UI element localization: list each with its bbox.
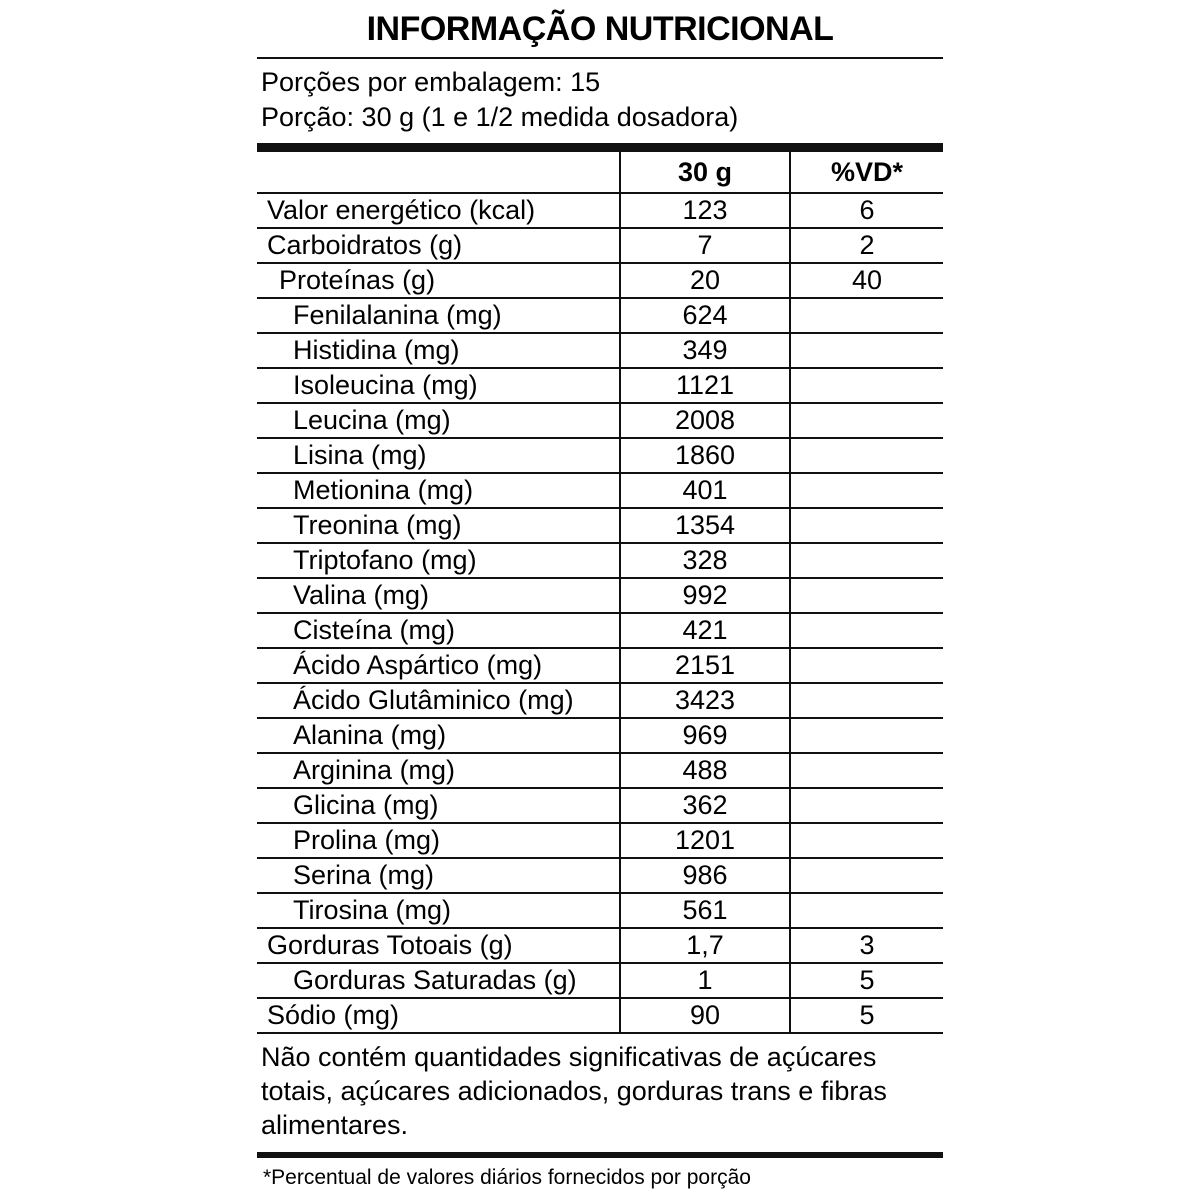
row-label: Fenilalanina (mg): [257, 297, 619, 332]
row-amount: 1,7: [619, 927, 789, 962]
column-header-amount: 30 g: [619, 152, 789, 192]
row-dv: [789, 542, 943, 577]
row-label: Carboidratos (g): [257, 227, 619, 262]
row-amount: 1354: [619, 507, 789, 542]
row-dv: [789, 717, 943, 752]
row-dv: [789, 402, 943, 437]
row-label: Alanina (mg): [257, 717, 619, 752]
row-label: Sódio (mg): [257, 997, 619, 1032]
row-amount: 362: [619, 787, 789, 822]
row-dv: [789, 682, 943, 717]
row-amount: 969: [619, 717, 789, 752]
row-label: Isoleucina (mg): [257, 367, 619, 402]
row-amount: 20: [619, 262, 789, 297]
row-label: Treonina (mg): [257, 507, 619, 542]
nutrition-label: [257, 0, 943, 1190]
header-thick-divider: [257, 143, 943, 152]
row-dv: 6: [789, 192, 943, 227]
row-label: Glicina (mg): [257, 787, 619, 822]
row-label: Lisina (mg): [257, 437, 619, 472]
row-label: Leucina (mg): [257, 402, 619, 437]
column-header-dv: %VD*: [789, 152, 943, 192]
row-amount: 90: [619, 997, 789, 1032]
row-dv: [789, 577, 943, 612]
row-label: Proteínas (g): [257, 262, 619, 297]
page-title: INFORMAÇÃO NUTRICIONAL: [366, 10, 834, 48]
row-amount: 123: [619, 192, 789, 227]
row-label: Prolina (mg): [257, 822, 619, 857]
row-amount: 1121: [619, 367, 789, 402]
row-dv: [789, 822, 943, 857]
row-amount: 561: [619, 892, 789, 927]
row-dv: [789, 367, 943, 402]
row-label: Gorduras Saturadas (g): [257, 962, 619, 997]
row-amount: 1860: [619, 437, 789, 472]
nutrition-table: [257, 152, 943, 1034]
row-label: Serina (mg): [257, 857, 619, 892]
row-dv: 2: [789, 227, 943, 262]
row-amount: 349: [619, 332, 789, 367]
row-amount: 992: [619, 577, 789, 612]
row-label: Cisteína (mg): [257, 612, 619, 647]
row-label: Gorduras Totoais (g): [257, 927, 619, 962]
row-dv: [789, 332, 943, 367]
row-amount: 7: [619, 227, 789, 262]
row-amount: 1201: [619, 822, 789, 857]
row-label: Valina (mg): [257, 577, 619, 612]
row-dv: [789, 297, 943, 332]
row-label: Ácido Aspártico (mg): [257, 647, 619, 682]
row-dv: [789, 892, 943, 927]
row-amount: 401: [619, 472, 789, 507]
row-amount: 986: [619, 857, 789, 892]
serving-info: [257, 59, 943, 143]
row-dv: [789, 507, 943, 542]
no-significant-amounts-note: Não contém quantidades significativas de açúcares totais, açúcares adicionados, gorduras trans e fibras alimentares.: [261, 1042, 887, 1140]
row-dv: 5: [789, 997, 943, 1032]
row-dv: 3: [789, 927, 943, 962]
row-label: Triptofano (mg): [257, 542, 619, 577]
row-label: Ácido Glutâminico (mg): [257, 682, 619, 717]
row-dv: [789, 647, 943, 682]
row-dv: [789, 612, 943, 647]
row-amount: 328: [619, 542, 789, 577]
row-dv: [789, 787, 943, 822]
daily-values-footnote: *Percentual de valores diários fornecidos por porção: [263, 1166, 751, 1189]
row-dv: [789, 437, 943, 472]
row-amount: 3423: [619, 682, 789, 717]
servings-per-package: Porções por embalagem: 15: [261, 67, 601, 97]
row-dv: [789, 857, 943, 892]
row-amount: 421: [619, 612, 789, 647]
row-dv: 40: [789, 262, 943, 297]
row-amount: 488: [619, 752, 789, 787]
row-label: Histidina (mg): [257, 332, 619, 367]
row-amount: 2008: [619, 402, 789, 437]
row-dv: [789, 752, 943, 787]
column-header-empty: [257, 152, 619, 192]
row-label: Valor energético (kcal): [257, 192, 619, 227]
row-amount: 1: [619, 962, 789, 997]
row-label: Tirosina (mg): [257, 892, 619, 927]
row-amount: 624: [619, 297, 789, 332]
serving-size: Porção: 30 g (1 e 1/2 medida dosadora): [261, 102, 739, 132]
row-dv: 5: [789, 962, 943, 997]
row-dv: [789, 472, 943, 507]
row-label: Arginina (mg): [257, 752, 619, 787]
row-amount: 2151: [619, 647, 789, 682]
row-label: Metionina (mg): [257, 472, 619, 507]
